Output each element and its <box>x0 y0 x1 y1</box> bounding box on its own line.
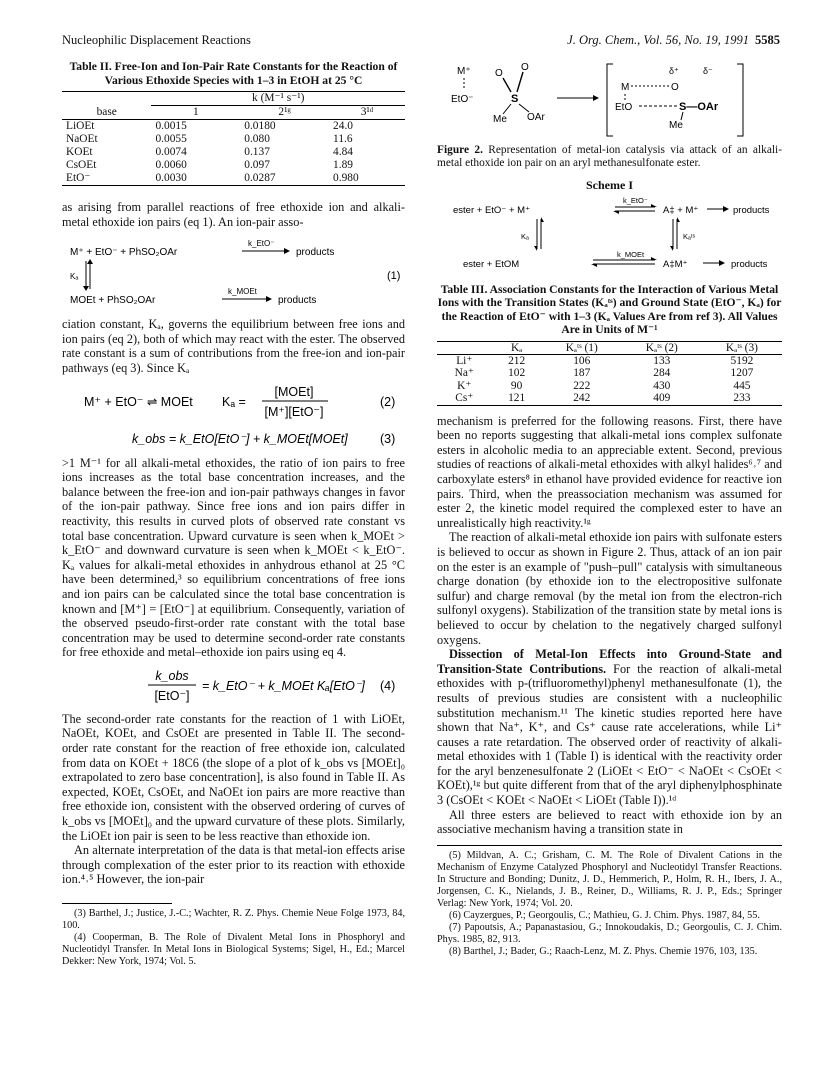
table-row <box>62 120 405 134</box>
scheme-ka-label: Kₐ <box>521 231 529 241</box>
paragraph-text: For the reaction of alkali-metal ethoxides with p-(trifluoromethyl)phenyl methanesulfonate (1), the results of previous studies are consistent with a nucleophilic substitution mechanism.¹¹ The kinetic studies reported here have shown that Na⁺, K⁺, and Cs⁺ cause rate accelerations, while Li⁺ causes a rate retardation. The observed order of reactivity of alkali-metal ethoxides with 1 (Table I) is identical with the reactivity order for the aryl benzenesulfonate 2 (LiOEt < EtO⁻ < NaOEt < CsOEt < KOEt),¹ᵍ but quite different from that of the aryl diphenylphosphinate 3 (CsOEt < KOEt < NaOEt < LiOEt (Table I)).¹ᵈ <box>437 661 782 808</box>
so-bond <box>503 78 511 92</box>
table-cell: 409 <box>622 392 702 405</box>
table-cell: 0.0287 <box>240 172 329 186</box>
oxygen-label: O <box>495 68 503 79</box>
table-cell: 0.0060 <box>155 159 187 171</box>
eq1-ka-label: Kₐ <box>70 272 79 282</box>
table-row <box>62 159 405 172</box>
footnote: (3) Barthel, J.; Justice, J.-C.; Wachter, R. Z. Phys. Chemie Neue Folge 1973, 84, 100. <box>62 908 405 931</box>
table-cell: 90 <box>510 379 523 392</box>
scheme-kats-label: Kₐᵗˢ <box>683 231 695 241</box>
aryloxy-label: OAr <box>527 112 545 123</box>
eq4-rhs: = k_EtO⁻ + k_MOEt Kₐ[EtO⁻] <box>202 678 365 693</box>
sc-bond <box>503 104 511 114</box>
table-row <box>437 355 782 368</box>
delta-plus: δ⁺ <box>669 66 679 76</box>
figure-2-caption <box>437 144 782 170</box>
table2-k-header-row <box>62 92 405 106</box>
ts-oxygen-label: O <box>671 82 679 93</box>
equation-3 <box>62 428 405 450</box>
table-cell: 4.84 <box>333 146 353 158</box>
scheme-1-diagram <box>437 197 782 271</box>
footnote: (5) Mildvan, A. C.; Grisham, C. M. The Role of Divalent Cations in the Mechanism of Enzyme Catalyzed Phosphoryl and Nucleotidyl Transfer Reactions. In Structure and Bonding; Dunitz, J. D., Hemmerich, P., Holm, R. H., Ibers, J. A., Jorgensen, C. K., Nielands, J. B., Reiner, D., Williams, R. J. P., Eds.; Springer Verlag: New York, 1974; Vol. 20. <box>437 849 782 909</box>
table-cell: 0.0015 <box>155 120 187 132</box>
table-cell: 0.0180 <box>244 120 276 132</box>
methyl-label: Me <box>493 114 507 125</box>
scheme-k2-label: k_MOEt <box>617 249 645 259</box>
table-cell: 11.6 <box>333 133 353 145</box>
table-cell: 5192 <box>730 355 754 367</box>
eq3-text: k_obs = k_EtO[EtO⁻] + k_MOEt[MOEt] <box>132 431 348 446</box>
eq2-ka: Kₐ = <box>222 394 246 409</box>
arrow-head <box>723 206 729 212</box>
table3-col-header: Kₐᵗˢ (1) <box>542 341 622 354</box>
equation-4-diagram <box>62 666 405 706</box>
arrow-head <box>284 248 290 254</box>
table-cell: 121 <box>492 392 542 405</box>
table-cell: 133 <box>653 355 671 367</box>
delta-minus: δ⁻ <box>703 66 713 76</box>
arrow-head <box>719 260 725 266</box>
table2 <box>62 91 405 186</box>
paragraph: mechanism is preferred for the following reasons. First, there have been no reports suggesting that alkali-metal ions complex sulfonate esters in alcoholic media to an appreciable extent. Second, previous studies of reactions of alkali-metal ethoxides with alkyl halides⁶˒⁷ and carboxylate esters⁸ in ethanol have provided evidence for reactive ion pairs. Third, when the preassociation mechanism was assumed for ester 2, the kinetic model required the complexed ester to have an unrealistically high reactivity.¹ᵍ <box>437 413 782 530</box>
ts-methyl-label: Me <box>669 120 683 131</box>
table3-col-header <box>437 341 492 354</box>
eq1-products-2: products <box>278 295 317 307</box>
scheme-products: products <box>733 204 770 216</box>
footnote: (6) Cayzergues, P.; Georgoulis, C.; Mathieu, G. J. Chim. Phys. 1987, 84, 55. <box>449 909 760 921</box>
ts-ethoxide-label: EtO <box>615 102 633 113</box>
bracket-left <box>607 64 613 136</box>
table-cell: Na⁺ <box>454 367 474 380</box>
table2-col-header: 3¹ᵈ <box>329 106 405 120</box>
table2-col-header: base <box>62 106 151 120</box>
table2-header-row <box>62 106 405 120</box>
left-column <box>62 60 405 968</box>
arrow-head <box>651 204 657 207</box>
eq4-numerator: k_obs <box>155 668 189 683</box>
sulfur-label: S <box>511 93 519 105</box>
table-cell: Li⁺ <box>456 355 473 367</box>
footnote-rule <box>437 845 782 846</box>
so-bond <box>517 72 523 92</box>
section-heading: Dissection of Metal-Ion Effects into Ground-State and Transition-State Contributions. <box>437 647 782 676</box>
arrow-head <box>670 246 673 251</box>
table-cell: 0.080 <box>244 133 270 145</box>
paragraph: The reaction of alkali-metal ethoxide ion pairs with sulfonate esters is believed to occur as shown in Figure 2. Thus, attack of an ion pair on the ester is an example of "push–pull" catalysis with simultaneous charge donation (by ethoxide ion to the electropositive sulfonate sulfur) and charge removal (by the metal ion from the electron-rich sulfonyl oxygens). Stabilization of the transition state by metal ions is believed to occur by chelation to the negatively charged sulfonyl oxygens. <box>437 530 782 647</box>
eq2-left: M⁺ + EtO⁻ ⇌ MOEt <box>84 394 193 409</box>
paragraph: All three esters are believed to react with ethoxide ion by an associative mechanism having a transition state in <box>437 807 782 837</box>
paragraph: ciation constant, Kₐ, governs the equilibrium between free ions and ion pairs (eq 2), both of which may react with the ester. The observed rate constant is a sum of contributions from the free-ion and ion-pair pathways (eq 3). Since Kₐ <box>62 317 405 375</box>
eq1-products: products <box>296 247 335 259</box>
table-cell: 0.0055 <box>155 133 187 145</box>
footnote: (4) Cooperman, B. The Role of Divalent Metal Ions in Phosphoryl and Nucleotidyl Transfer. In Metal Ions in Biological Systems; Sigel, H., Ed.; Marcel Dekker: New York, 1974; Vol. 5. <box>62 932 405 967</box>
table-row <box>62 133 405 146</box>
table-cell: 187 <box>573 367 591 380</box>
table-cell: 222 <box>573 379 591 392</box>
table-cell: 1.89 <box>333 159 353 171</box>
table-cell: EtO⁻ <box>62 172 151 186</box>
table-cell: 430 <box>653 379 671 392</box>
table-cell: 24.0 <box>333 120 353 132</box>
eq1-k-label: k_EtO⁻ <box>248 239 275 249</box>
table3-col-header: Kₐᵗˢ (2) <box>622 341 702 354</box>
arrow-head <box>591 264 597 267</box>
equation-number: (4) <box>380 678 396 693</box>
paragraph: as arising from parallel reactions of free ethoxide ion and alkali-metal ethoxide ion pairs (eq 1). An ion-pair asso- <box>62 200 405 229</box>
eq1-reactants: M⁺ + EtO⁻ + PhSO₂OAr <box>70 247 178 259</box>
eq4-denominator: [EtO⁻] <box>154 688 190 703</box>
table-cell: 242 <box>542 392 622 405</box>
figure-label: Figure 2. <box>437 144 483 156</box>
table-cell: LiOEt <box>66 120 95 132</box>
scheme-ts-free: A‡ + M⁺ <box>663 204 699 216</box>
equation-number: (3) <box>380 431 396 446</box>
journal-name: J. Org. Chem., Vol. 56, No. 19, 1991 <box>567 33 749 47</box>
equation-2 <box>62 382 405 422</box>
footnote-rule <box>62 903 172 904</box>
table3 <box>437 341 782 406</box>
arrow-head <box>593 95 599 101</box>
table3-header-row <box>437 341 782 354</box>
table-cell: 102 <box>508 367 526 380</box>
table-cell: 106 <box>573 355 591 367</box>
eq1-ion-pair-reactants: MOEt + PhSO₂OAr <box>70 295 156 307</box>
arrow-head <box>87 259 93 264</box>
arrow-head <box>651 257 657 260</box>
table-cell: 445 <box>733 379 751 392</box>
arrow-head <box>677 217 680 222</box>
paragraph: An alternate interpretation of the data is that metal-ion effects arise through complexation of the ester prior to its reaction with ethoxide ion.⁴˒⁵ However, the ion-pair <box>62 843 405 887</box>
table3-col-header: Kₐᵗˢ (3) <box>702 341 782 354</box>
figure-2 <box>437 60 782 140</box>
arrow-head <box>541 217 544 222</box>
scheme-products-2: products <box>731 258 768 270</box>
eq1-k2-label: k_MOEt <box>228 287 257 297</box>
figure-caption-text: Representation of metal-ion catalysis via attack of an alkali-metal ethoxide ion pair on an aryl methanesulfonate ester. <box>437 144 782 169</box>
scheme-1 <box>437 197 782 271</box>
journal-citation <box>567 33 780 48</box>
table-cell: 1207 <box>730 367 754 380</box>
section-paragraph <box>437 647 782 808</box>
equation-1-diagram <box>62 233 405 311</box>
table-cell: 0.0074 <box>155 146 187 158</box>
equation-number: (1) <box>387 270 401 283</box>
table-cell: KOEt <box>66 146 93 158</box>
paragraph: The second-order rate constants for the reaction of 1 with LiOEt, NaOEt, KOEt, and CsOEt are presented in Table II. The second-order rate constant for the reaction of free ethoxide ion, calculated from data on KOEt + 18C6 (the slope of a plot of k_obs vs [MOEt]₀ extrapolated to zero base concentration], is also found in Table II. As expected, KOEt, CsOEt, and NaOEt ion pairs are more reactive than free ethoxide ion, consistent with the observed ordering of curves of k_obs vs [MOEt]₀ and the upward curvature of these plots. Similarly, the LiOEt ion pair is seen to be less reactive than ethoxide ion. <box>62 711 405 843</box>
table-row <box>437 380 782 392</box>
sc-bond <box>681 112 683 120</box>
figure-2-diagram <box>437 60 782 140</box>
table2-col-header: 1 <box>151 106 240 120</box>
table-cell: K⁺ <box>457 379 472 392</box>
eq2-numerator: [MOEt] <box>274 384 314 399</box>
table3-col-header: Kₐ <box>492 341 542 354</box>
paragraph: >1 M⁻¹ for all alkali-metal ethoxides, the ratio of ion pairs to free ions increases as the total base concentration increases, and the balance between the free-ion and ion-pair pathways changes in favor of the ion-pair pathway. Since free ions and ion pairs differ in reactivity, this results in curved plots of observed rate constant vs total base concentration. Upward curvature is seen when k_MOEt > k_EtO⁻ and downward curvature is seen when k_MOEt < k_EtO⁻. Kₐ values for alkali-metal ethoxides in anhydrous ethanol at 25 °C have been determined,³ so equilibrium concentrations of free ions and ion pairs can be calculated since the total base concentration is known and [M⁺] = [EtO⁻] at equilibrium. Consequently, variation of the observed pseudo-first-order rate constant with the total base concentration may be used to determine second-order rate constants for free ethoxide and metal–ethoxide ion pairs using eq 4. <box>62 455 405 660</box>
table-row <box>437 367 782 379</box>
table-cell: CsOEt <box>66 159 97 171</box>
ethoxide-label: EtO⁻ <box>451 94 474 105</box>
table-cell: 284 <box>653 367 671 380</box>
equation-1 <box>62 233 405 311</box>
metal-ion-label: M⁺ <box>457 66 471 77</box>
arrow-head <box>534 246 537 251</box>
equation-2-diagram <box>62 382 405 422</box>
table-cell: NaOEt <box>66 133 98 145</box>
table-cell: 0.137 <box>244 146 270 158</box>
table2-caption: Table II. Free-Ion and Ion-Pair Rate Constants for the Reaction of Various Ethoxide Species with 1–3 in EtOH at 25 °C <box>69 60 398 87</box>
arrow-head <box>266 296 272 302</box>
table-row <box>62 146 405 159</box>
eq2-denominator: [M⁺][EtO⁻] <box>264 404 324 419</box>
arrow-head <box>83 286 89 291</box>
table-cell: Cs⁺ <box>437 392 492 405</box>
arrow-head <box>613 211 619 214</box>
so-bond <box>519 104 529 112</box>
equation-3-diagram <box>62 428 405 450</box>
right-column <box>437 60 782 958</box>
equation-number: (2) <box>380 394 396 409</box>
scheme-k-label: k_EtO⁻ <box>623 196 648 205</box>
table2-k-header: k (M⁻¹ s⁻¹) <box>151 92 405 106</box>
scheme-ts-ion-pair: A‡M⁺ <box>663 258 688 270</box>
bracket-right <box>737 64 743 136</box>
running-head: Nucleophilic Displacement Reactions <box>62 33 251 47</box>
ts-metal-label: M <box>621 82 630 93</box>
table-row <box>437 392 782 405</box>
oxygen-label: O <box>521 62 529 73</box>
ts-sulfur-oar-label: S—OAr <box>679 101 719 113</box>
table-cell: 212 <box>508 355 526 367</box>
footnote: (8) Barthel, J.; Bader, G.; Raach-Lenz, M. Z. Phys. Chemie 1976, 103, 135. <box>449 945 758 957</box>
table3-caption: Table III. Association Constants for the Interaction of Various Metal Ions with the Transition States (Kₐᵗˢ) and Ground State (EtO⁻, Kₐ) for the Reaction of EtO⁻ with 1–3 (Kₐ Values Are from ref 3). All Values Are in Units of M⁻¹ <box>437 282 782 337</box>
table-cell: 0.980 <box>329 172 405 186</box>
table-cell: 0.0030 <box>151 172 240 186</box>
page-number: 5585 <box>755 33 780 47</box>
table-cell: 233 <box>702 392 782 405</box>
footnote: (7) Papoutsis, A.; Papanastasiou, G.; Innokoudakis, D.; Georgoulis, C. J. Chim. Phys. 1985, 82, 913. <box>437 921 782 945</box>
table-cell: 0.097 <box>244 159 270 171</box>
scheme-1-title: Scheme I <box>586 178 633 192</box>
equation-4 <box>62 666 405 706</box>
table-row <box>62 172 405 186</box>
scheme-free-ion-reactants: ester + EtO⁻ + M⁺ <box>453 204 531 216</box>
table2-col-header: 2¹ᵍ <box>240 106 329 120</box>
scheme-ion-pair-reactants: ester + EtOM <box>463 258 520 270</box>
